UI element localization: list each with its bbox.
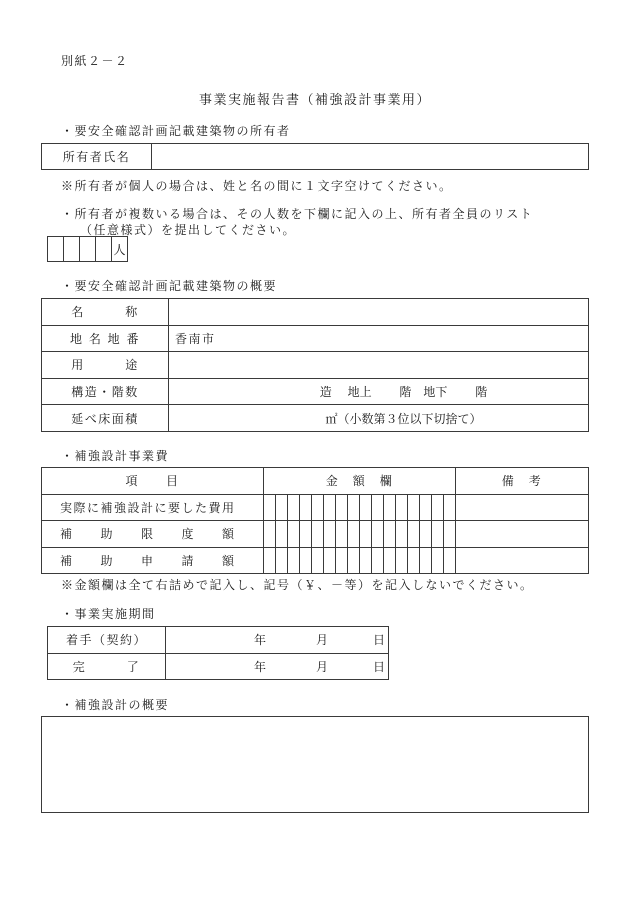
amount-digit-cell[interactable] [276,494,288,521]
amount-digit-cell[interactable] [300,547,312,574]
amount-digit-cell[interactable] [264,494,276,521]
overview-section-heading: ・要安全確認計画記載建築物の概要 [61,279,278,293]
owner-table [41,143,589,170]
owner-name-label: 所有者氏名 [42,144,152,170]
period-end-day-unit: 日 [372,659,385,674]
amount-digit-cell[interactable] [336,547,348,574]
period-end-label: 完 了 [48,653,166,680]
owner-count-digit[interactable] [64,237,80,262]
amount-digit-cell[interactable] [420,494,432,521]
amount-digit-cell[interactable] [288,547,300,574]
amount-digit-cell[interactable] [348,521,360,548]
amount-digit-cell[interactable] [324,521,336,548]
cost-request-label: 補 助 申 請 額 [42,547,264,574]
amount-digit-cell[interactable] [408,521,420,548]
amount-digit-cell[interactable] [348,494,360,521]
owner-count-digit[interactable] [96,237,112,262]
overview-table [41,298,589,432]
cost-limit-label: 補 助 限 度 額 [42,521,264,548]
amount-digit-cell[interactable] [276,521,288,548]
amount-digit-cell[interactable] [408,494,420,521]
cost-item-header: 項 目 [42,468,264,495]
period-table [47,626,389,680]
period-start-day-unit: 日 [372,633,385,648]
amount-digit-cell[interactable] [324,494,336,521]
amount-digit-cell[interactable] [336,521,348,548]
amount-digit-cell[interactable] [432,547,444,574]
amount-digit-cell[interactable] [372,521,384,548]
owner-count-digit[interactable] [48,237,64,262]
amount-digit-cell[interactable] [444,494,456,521]
period-start-date[interactable] [166,627,389,654]
owner-count-unit: 人 [112,237,128,262]
owner-note-individual: ※所有者が個人の場合は、姓と名の間に１文字空けてください。 [61,179,453,193]
amount-digit-cell[interactable] [276,547,288,574]
amount-digit-cell[interactable] [408,547,420,574]
amount-digit-cell[interactable] [300,521,312,548]
amount-digit-cell[interactable] [360,547,372,574]
summary-field[interactable] [41,716,589,813]
summary-section-heading: ・補強設計の概要 [61,698,170,712]
amount-digit-cell[interactable] [312,547,324,574]
cost-amount-header: 金 額 欄 [264,468,456,495]
overview-floor-area-field[interactable]: ㎡（小数第３位以下切捨て） [169,405,589,432]
amount-digit-cell[interactable] [312,521,324,548]
cost-note: ※金額欄は全て右詰めで記入し、記号（￥、－等）を記入しないでください。 [61,578,534,592]
overview-use-field[interactable] [169,352,589,379]
amount-digit-cell[interactable] [360,494,372,521]
amount-digit-cell[interactable] [384,494,396,521]
amount-digit-cell[interactable] [264,521,276,548]
owner-count-boxes [47,236,128,262]
amount-digit-cell[interactable] [396,547,408,574]
amount-digit-cell[interactable] [264,547,276,574]
owner-note-multiple-line1: ・所有者が複数いる場合は、その人数を下欄に記入の上、所有者全員のリスト [61,207,534,221]
overview-structure-label: 構造・階数 [42,378,169,405]
annex-label: 別紙２－２ [61,54,129,68]
amount-digit-cell[interactable] [324,547,336,574]
remarks-cell[interactable] [456,521,589,548]
amount-digit-cell[interactable] [384,521,396,548]
amount-digit-cell[interactable] [288,494,300,521]
cost-table [41,467,589,574]
overview-lot-field[interactable]: 香南市 [169,325,589,352]
cost-section-heading: ・補強設計事業費 [61,449,170,463]
overview-name-label: 名 称 [42,299,169,326]
amount-digit-cell[interactable] [312,494,324,521]
owner-note-multiple-line2: （任意様式）を提出してください。 [80,223,297,237]
overview-structure-field[interactable]: 造 地上 階 地下 階 [169,378,589,405]
period-start-label: 着手（契約） [48,627,166,654]
amount-digit-cell[interactable] [336,494,348,521]
overview-name-field[interactable] [169,299,589,326]
amount-digit-cell[interactable] [420,521,432,548]
amount-digit-cell[interactable] [372,547,384,574]
period-start-year-unit: 年 [253,633,266,648]
overview-lot-label: 地 名 地 番 [42,325,169,352]
amount-digit-cell[interactable] [444,521,456,548]
amount-digit-cell[interactable] [432,494,444,521]
remarks-cell[interactable] [456,547,589,574]
amount-digit-cell[interactable] [420,547,432,574]
page-title: 事業実施報告書（補強設計事業用） [198,93,431,108]
owner-section-heading: ・要安全確認計画記載建築物の所有者 [61,124,291,138]
period-start-month-unit: 月 [315,633,328,648]
period-end-date[interactable] [166,653,389,680]
amount-digit-cell[interactable] [288,521,300,548]
period-end-year-unit: 年 [253,659,266,674]
cost-actual-label: 実際に補強設計に要した費用 [42,494,264,521]
period-end-month-unit: 月 [315,659,328,674]
overview-use-label: 用 途 [42,352,169,379]
remarks-cell[interactable] [456,494,589,521]
overview-floor-area-label: 延べ床面積 [42,405,169,432]
amount-digit-cell[interactable] [396,494,408,521]
owner-count-digit[interactable] [80,237,96,262]
owner-name-field[interactable] [152,144,589,170]
amount-digit-cell[interactable] [360,521,372,548]
period-section-heading: ・事業実施期間 [61,607,156,621]
amount-digit-cell[interactable] [300,494,312,521]
amount-digit-cell[interactable] [348,547,360,574]
amount-digit-cell[interactable] [432,521,444,548]
amount-digit-cell[interactable] [396,521,408,548]
amount-digit-cell[interactable] [372,494,384,521]
cost-remarks-header: 備 考 [456,468,589,495]
amount-digit-cell[interactable] [384,547,396,574]
amount-digit-cell[interactable] [444,547,456,574]
